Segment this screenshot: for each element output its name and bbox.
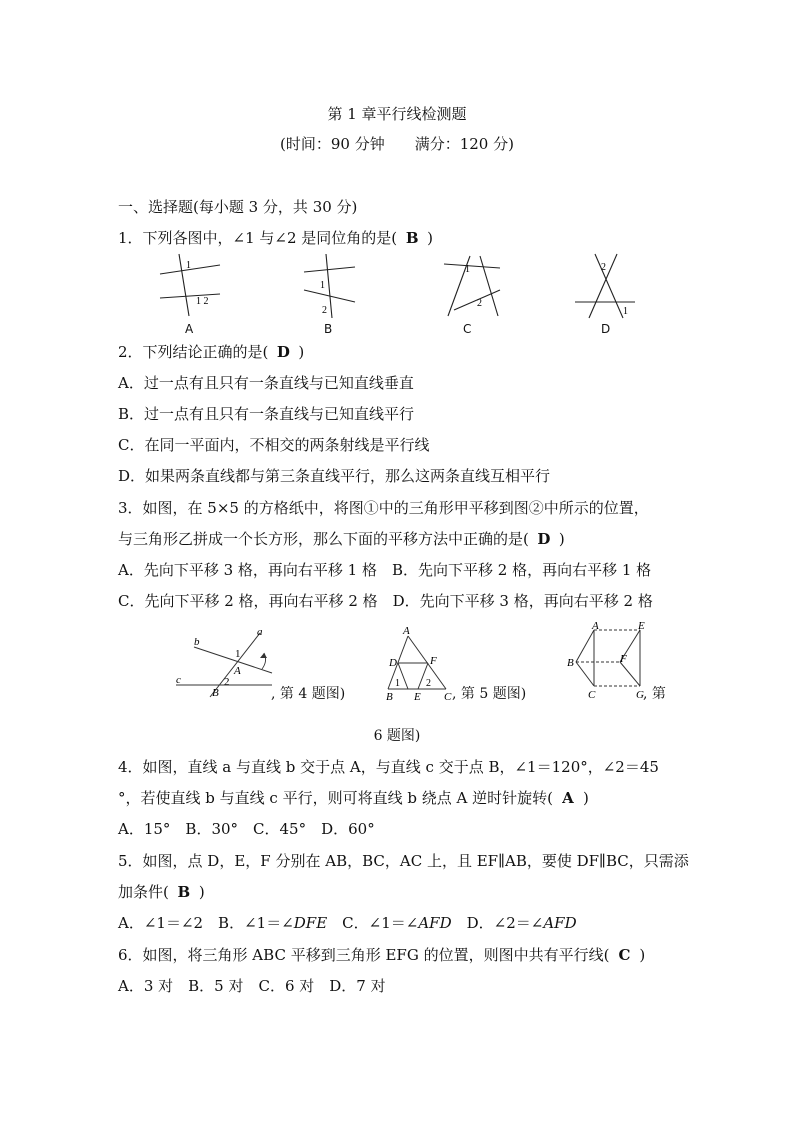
fig5-label-A: A [403, 625, 410, 637]
fig4-label-A: A [234, 665, 241, 677]
figure-q6 [566, 620, 646, 702]
question-3-answer: D [537, 530, 551, 548]
fig1c-line3 [480, 256, 498, 316]
fig5-label-E: E [414, 691, 421, 702]
question-2-option-c: C．在同一平面内，不相交的两条射线是平行线 [118, 436, 430, 454]
fig5-label-F: F [430, 655, 437, 667]
figure-1a [155, 252, 225, 322]
question-2 [118, 342, 304, 362]
fig4-label-a: a [257, 626, 263, 638]
fig6-label-E: E [638, 620, 645, 632]
question-5-options [118, 913, 577, 933]
fig1c-label-1: 1 [465, 264, 470, 275]
figure-1c [440, 252, 505, 322]
fig1a-label-2: 1 2 [196, 296, 209, 307]
fig5-label-D: D [389, 657, 397, 669]
fig6-segment-FG [620, 662, 640, 686]
fig1a-label-1: 1 [186, 260, 191, 271]
fig1d-line1 [595, 254, 623, 318]
question-2-close: ) [298, 343, 305, 361]
fig6-segment-BC [576, 662, 594, 686]
fig1c-label-2: 2 [477, 298, 482, 309]
section-heading: 一、选择题(每小题 3 分，共 30 分) [118, 198, 358, 216]
question-3-options-row2: C．先向下平移 2 格，再向右平移 2 格 D．先向下平移 3 格，再向右平移 2 格 [118, 592, 653, 610]
figure-q5-caption: , 第 5 题图) [452, 686, 527, 702]
question-4-options: A．15° B．30° C．45° D．60° [118, 820, 375, 838]
fig1d-label-1: 1 [623, 306, 628, 317]
question-2-option-a: A．过一点有且只有一条直线与已知直线垂直 [118, 374, 414, 392]
fig1b-line1 [304, 267, 355, 272]
fig1b-label-1: 1 [320, 280, 325, 291]
fig6-segment-AB [576, 630, 594, 662]
question-5-close: ) [198, 883, 205, 901]
question-6-options: A．3 对 B．5 对 C．6 对 D．7 对 [118, 977, 386, 995]
question-6 [118, 945, 645, 965]
question-5-option-d: D．∠2＝∠ [451, 914, 544, 932]
question-2-option-d: D．如果两条直线都与第三条直线平行，那么这两条直线互相平行 [118, 467, 551, 485]
question-4-stem: °，若使直线 b 与直线 c 平行，则可将直线 b 绕点 A 逆时针旋转( [118, 789, 553, 807]
figure-1d [573, 252, 638, 322]
question-1-close: ) [427, 229, 434, 247]
question-3-options-row1: A．先向下平移 3 格，再向右平移 1 格 B．先向下平移 2 格，再向右平移 1 格 [118, 561, 652, 579]
fig6-label-C: C [588, 689, 596, 701]
question-5-option-c-angle: AFD [418, 914, 452, 932]
question-5-option-ab: A．∠1＝∠2 B．∠1＝∠ [118, 914, 294, 932]
fig6-label-G: G [636, 689, 644, 701]
question-5-option-b-angle: DFE [293, 914, 328, 932]
fig1-label-d: D [601, 322, 611, 336]
fig1c-line1 [444, 264, 500, 268]
question-6-close: ) [639, 946, 646, 964]
fig6-label-A: A [592, 620, 599, 632]
fig4-label-B: B [212, 687, 219, 699]
fig4-arrowhead [260, 653, 267, 658]
question-3-stem: 与三角形乙拼成一个长方形，那么下面的平移方法中正确的是( [118, 530, 529, 548]
question-5-stem: 加条件( [118, 883, 169, 901]
question-6-answer: C [618, 946, 631, 964]
question-5-option-c: C．∠1＝∠ [327, 914, 419, 932]
question-1-answer: B [405, 229, 419, 247]
fig5-label-C: C [444, 691, 452, 702]
page-subtitle: (时间：90 分钟 满分：120 分) [280, 135, 514, 153]
question-6-stem: 6．如图，将三角形 ABC 平移到三角形 EFG 的位置，则图中共有平行线( [118, 946, 610, 964]
fig6-label-B: B [567, 657, 574, 669]
fig1a-line2 [160, 294, 220, 298]
question-4-line1: 4．如图，直线 a 与直线 b 交于点 A，与直线 c 交于点 B，∠1＝120°，∠2＝45 [118, 758, 659, 776]
fig4-line-b [194, 647, 272, 673]
fig1d-label-2: 2 [601, 262, 606, 273]
figure-q6-caption-a: , 第 [643, 686, 666, 702]
figure-q6-caption-b: 6 题图) [373, 728, 421, 744]
question-3-line2 [118, 529, 565, 549]
question-4-answer: A [562, 789, 574, 807]
fig4-label-b: b [194, 636, 200, 648]
question-3-close: ) [558, 530, 565, 548]
figure-q5 [382, 622, 462, 702]
question-2-answer: D [276, 343, 290, 361]
figure-1b [300, 252, 360, 322]
fig1-label-c: C [463, 322, 472, 336]
question-5-line2 [118, 882, 205, 902]
question-2-option-b: B．过一点有且只有一条直线与已知直线平行 [118, 405, 415, 423]
question-5-answer: B [177, 883, 191, 901]
fig5-label-B: B [386, 691, 393, 702]
fig4-label-c: c [176, 674, 181, 686]
fig4-label-2: 2 [224, 676, 230, 688]
question-1 [118, 228, 433, 248]
fig4-label-1: 1 [235, 648, 241, 660]
fig1-label-b: B [324, 322, 333, 336]
question-4-line2 [118, 788, 589, 808]
figure-q4-caption: , 第 4 题图) [271, 686, 346, 702]
question-4-close: ) [582, 789, 589, 807]
fig5-label-2: 2 [426, 678, 431, 689]
fig1-label-a: A [185, 322, 194, 336]
page-title: 第 1 章平行线检测题 [327, 105, 467, 123]
fig5-label-1: 1 [395, 678, 400, 689]
question-5-option-d-angle: AFD [543, 914, 577, 932]
figure-q4 [172, 625, 277, 700]
question-1-stem: 1．下列各图中，∠1 与∠2 是同位角的是( [118, 229, 398, 247]
question-3-line1: 3．如图，在 5×5 的方格纸中，将图①中的三角形甲平移到图②中所示的位置， [118, 499, 649, 517]
fig1b-label-2: 2 [322, 305, 327, 316]
question-2-stem: 2．下列结论正确的是( [118, 343, 269, 361]
fig6-label-F: F [620, 653, 627, 665]
question-5-line1: 5．如图，点 D，E，F 分别在 AB，BC，AC 上，且 EF∥AB，要使 DF∥BC，只需添 [118, 852, 689, 870]
